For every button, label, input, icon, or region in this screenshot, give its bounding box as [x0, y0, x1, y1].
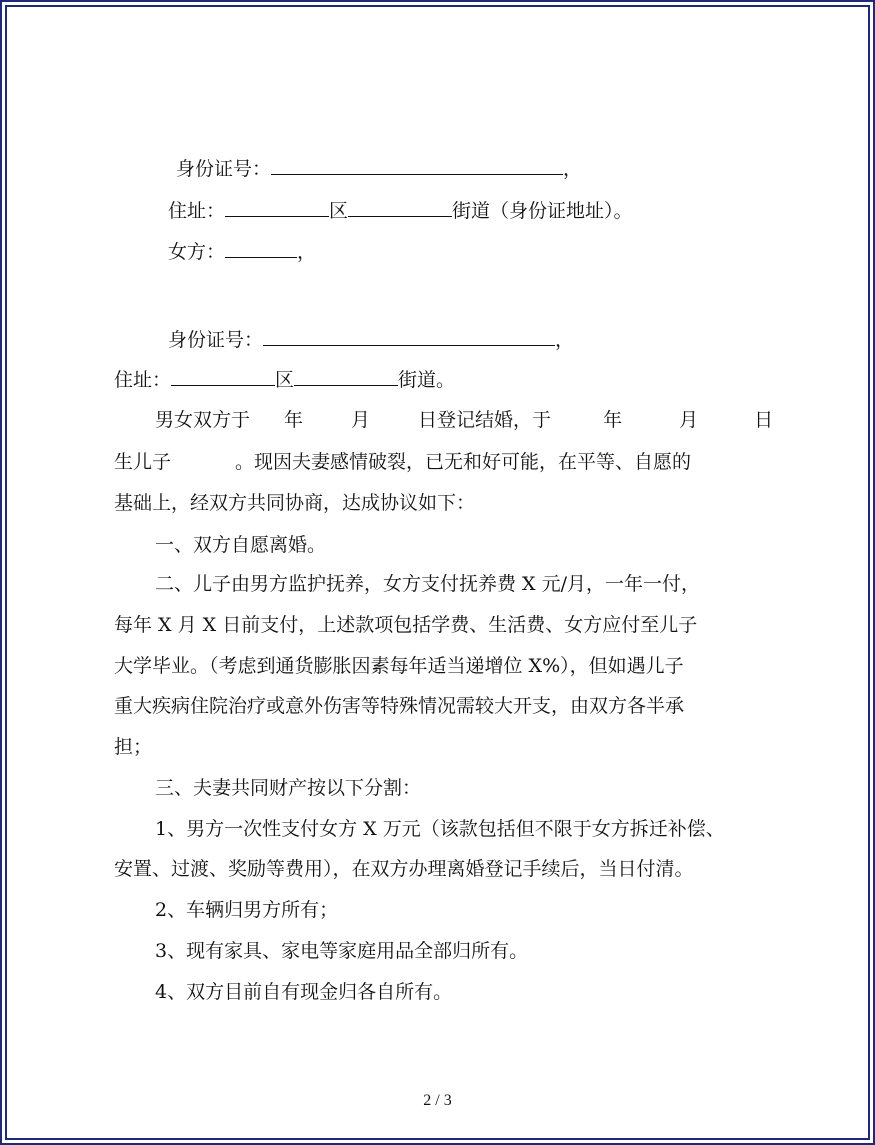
wife-district-blank: [171, 368, 275, 386]
husband-id-label: 身份证号：: [176, 158, 272, 180]
wife-street-label: 街道。: [398, 369, 456, 391]
marriage-son-label: 生儿子: [114, 451, 172, 473]
clause-1: [155, 533, 326, 557]
marriage-year-2: 年: [603, 409, 623, 431]
marriage-day-registered: 日登记结婚，于: [418, 409, 552, 431]
wife-address-label: 住址：: [114, 369, 172, 391]
wife-label: 女方：: [168, 241, 226, 263]
husband-id-blank: [271, 157, 563, 175]
husband-address-line: [168, 199, 633, 223]
husband-address-label: 住址：: [168, 200, 226, 222]
wife-id-line: [168, 328, 574, 352]
husband-street-blank: [348, 199, 452, 217]
husband-district-label: 区: [329, 200, 349, 222]
clause-2-line-5: [114, 735, 152, 759]
item-3: [155, 939, 528, 963]
wife-line: [168, 240, 316, 264]
clause-2-text-2: 每年 X 月 X 日前支付，上述款项包括学费、生活费、女方应付至儿子: [114, 614, 698, 636]
clause-2-line-1: [155, 572, 700, 596]
clause-2-text-5: 担；: [114, 736, 153, 758]
item-1-line-2: [114, 857, 694, 881]
husband-district-blank: [225, 199, 329, 217]
marriage-reason-text: 。现因夫妻感情破裂，已无和好可能，在平等、自愿的: [235, 451, 692, 473]
clause-2-text-4: 重大疾病住院治疗或意外伤害等特殊情况需较大开支，由双方各半承: [114, 695, 685, 717]
item-1-text-1: 1、男方一次性支付女方 X 万元（该款包括但不限于女方拆迁补偿、: [155, 818, 725, 840]
clause-2-line-2: [114, 613, 697, 637]
marriage-line-1: [155, 408, 773, 432]
marriage-month-2: 月: [679, 409, 699, 431]
item-4-text: 4、双方目前自有现金归各自所有。: [155, 981, 453, 1003]
item-4: [155, 980, 452, 1004]
page-number: 2 / 3: [423, 1092, 452, 1109]
husband-id-line: [176, 157, 582, 181]
marriage-month-1: 月: [351, 409, 371, 431]
item-2: [155, 898, 338, 922]
wife-district-label: 区: [275, 369, 295, 391]
clause-3-text: 三、夫妻共同财产按以下分割：: [155, 777, 422, 799]
wife-name-blank: [225, 240, 297, 258]
clause-1-text: 一、双方自愿离婚。: [155, 534, 327, 556]
clause-3: [155, 776, 421, 800]
clause-2-line-3: [114, 654, 684, 678]
clause-2-line-4: [114, 694, 684, 718]
marriage-text-1: 男女双方于: [155, 409, 251, 431]
marriage-agreement-text: 基础上，经双方共同协商，达成协议如下：: [114, 492, 476, 514]
clause-2-text-1: 二、儿子由男方监护抚养，女方支付抚养费 X 元/月，一年一付，: [155, 573, 701, 595]
wife-id-suffix: ，: [555, 329, 575, 351]
husband-id-suffix: ，: [563, 158, 583, 180]
marriage-year-1: 年: [284, 409, 304, 431]
wife-street-blank: [294, 368, 398, 386]
item-1-text-2: 安置、过渡、奖励等费用），在双方办理离婚登记手续后，当日付清。: [114, 858, 694, 880]
husband-street-label: 街道（身份证地址）。: [452, 200, 633, 222]
item-2-text: 2、车辆归男方所有；: [155, 899, 339, 921]
wife-address-line: [114, 368, 455, 392]
wife-id-blank: [263, 328, 555, 346]
marriage-line-2: [114, 450, 691, 474]
marriage-day-2: 日: [754, 409, 774, 431]
clause-2-text-3: 大学毕业。（考虑到通货膨胀因素每年适当递增位 X%），但如遇儿子: [114, 655, 684, 677]
item-3-text: 3、现有家具、家电等家庭用品全部归所有。: [155, 940, 529, 962]
marriage-line-3: [114, 491, 475, 515]
item-1-line-1: [155, 817, 725, 841]
wife-suffix: ，: [297, 241, 317, 263]
wife-id-label: 身份证号：: [168, 329, 264, 351]
